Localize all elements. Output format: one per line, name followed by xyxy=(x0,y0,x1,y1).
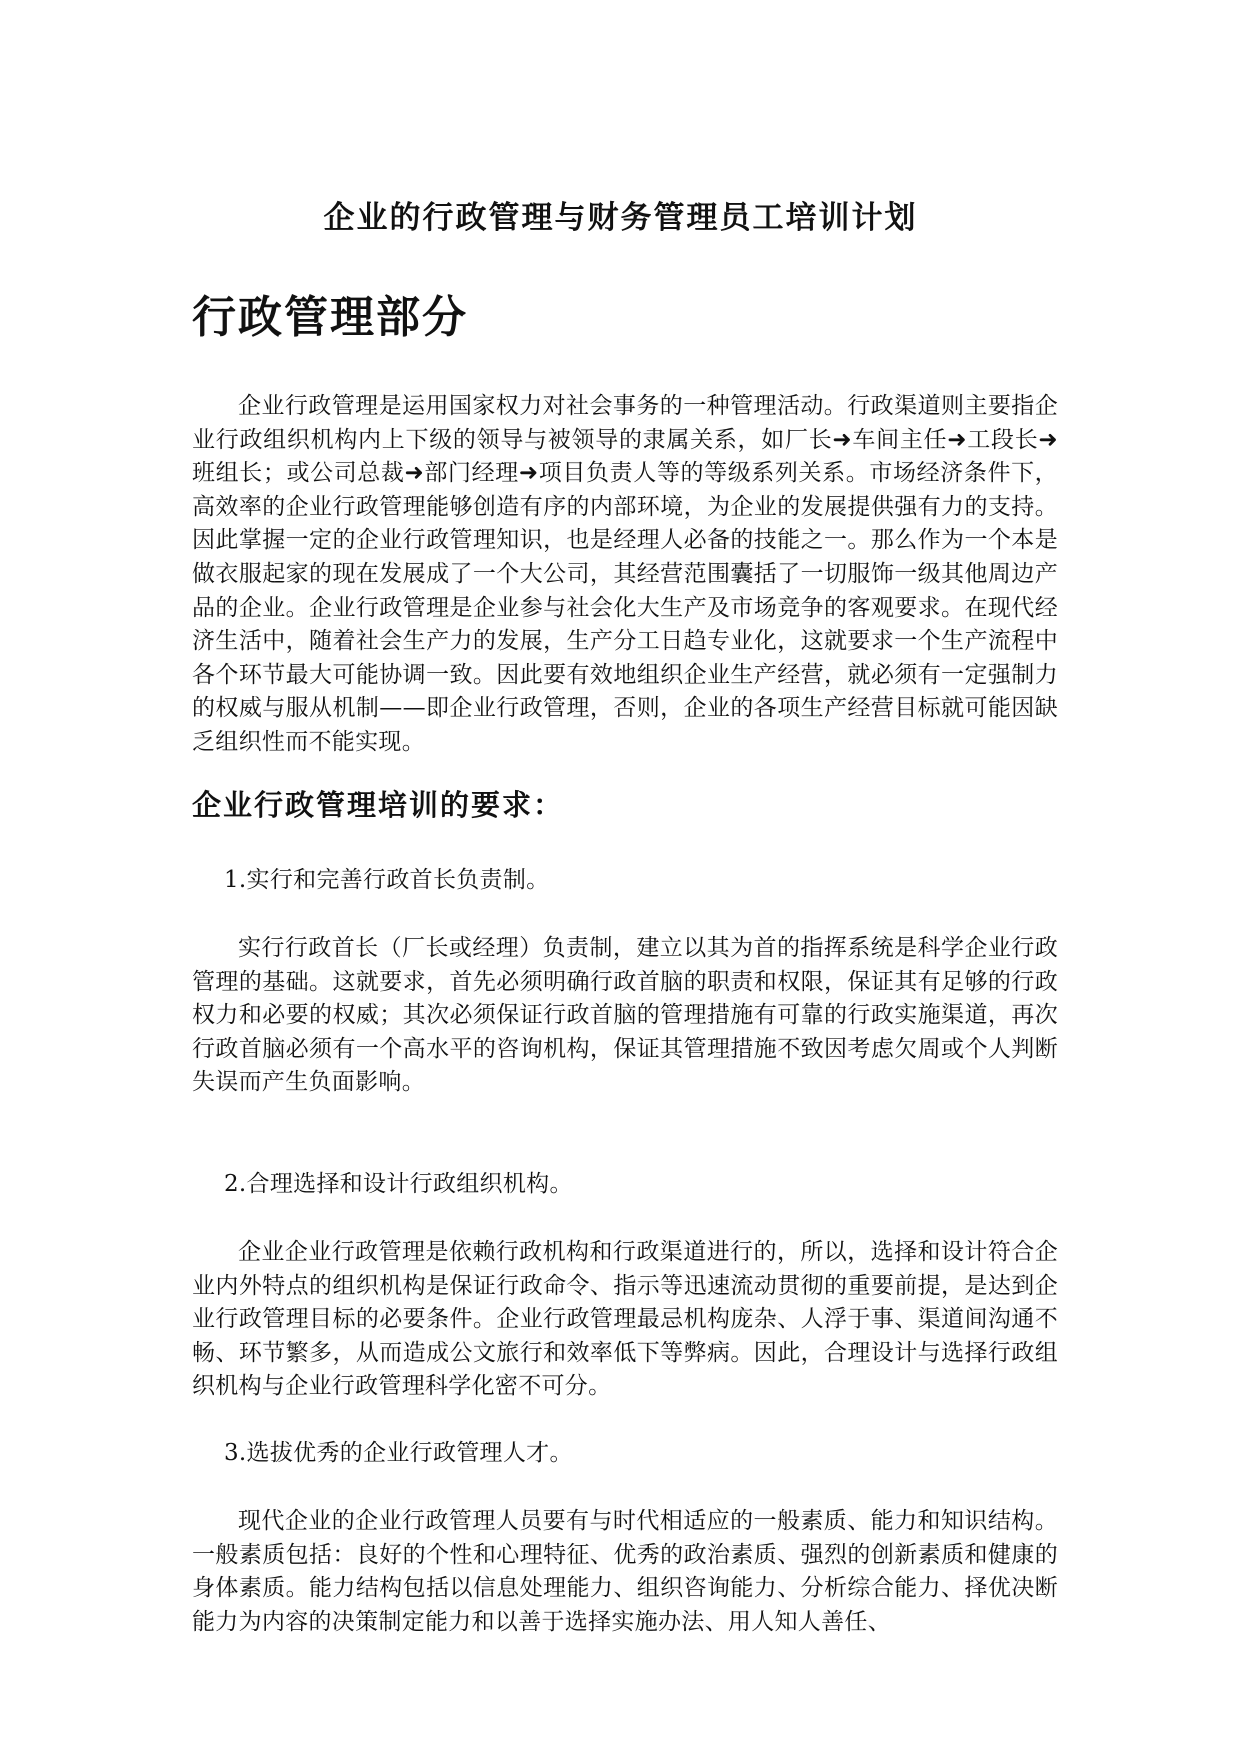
intro-paragraph: 企业行政管理是运用国家权力对社会事务的一种管理活动。行政渠道则主要指企业行政组织机构内上下级的领导与被领导的隶属关系，如厂长➜车间主任➜工段长➜班组长；或公司总裁➜部门经理➜项目负责人等的等级系列关系。市场经济条件下，高效率的企业行政管理能够创造有序的内部环境，为企业的发展提供强有力的支持。因此掌握一定的企业行政管理知识，也是经理人必备的技能之一。那么作为一个本是做衣服起家的现在发展成了一个大公司，其经营范围囊括了一切服饰一级其他周边产品的企业。企业行政管理是企业参与社会化大生产及市场竞争的客观要求。在现代经济生活中，随着社会生产力的发展，生产分工日趋专业化，这就要求一个生产流程中各个环节最大可能协调一致。因此要有效地组织企业生产经营，就必须有一定强制力的权威与服从机制——即企业行政管理，否则，企业的各项生产经营目标就可能因缺乏组织性而不能实现。 xyxy=(192,393,1058,755)
item3-paragraph: 现代企业的企业行政管理人员要有与时代相适应的一般素质、能力和知识结构。一般素质包括：良好的个性和心理特征、优秀的政治素质、强烈的创新素质和健康的身体素质。能力结构包括以信息处理能力、组织咨询能力、分析综合能力、择优决断能力为内容的决策制定能力和以善于选择实施办法、用人知人善任、 xyxy=(192,1508,1058,1635)
list-item-1: 1.实行和完善行政首长负责制。 xyxy=(224,867,550,893)
requirements-title: 企业行政管理培训的要求： xyxy=(192,788,565,822)
section-title: 行政管理部分 xyxy=(192,292,468,343)
item2-paragraph: 企业企业行政管理是依赖行政机构和行政渠道进行的，所以，选择和设计符合企业内外特点的组织机构是保证行政命令、指示等迅速流动贯彻的重要前提，是达到企业行政管理目标的必要条件。企业行政管理最忌机构庞杂、人浮于事、渠道间沟通不畅、环节繁多，从而造成公文旅行和效率低下等弊病。因此，合理设计与选择行政组织机构与企业行政管理科学化密不可分。 xyxy=(192,1239,1058,1400)
item1-paragraph: 实行行政首长（厂长或经理）负责制，建立以其为首的指挥系统是科学企业行政管理的基础。这就要求，首先必须明确行政首脑的职责和权限，保证其有足够的行政权力和必要的权威；其次必须保证行政首脑的管理措施有可靠的行政实施渠道，再次行政首脑必须有一个高水平的咨询机构，保证其管理措施不致因考虑欠周或个人判断失误而产生负面影响。 xyxy=(192,935,1058,1096)
list-item-2: 2.合理选择和设计行政组织机构。 xyxy=(224,1171,573,1197)
list-item-3: 3.选拔优秀的企业行政管理人才。 xyxy=(224,1440,573,1466)
document-title: 企业的行政管理与财务管理员工培训计划 xyxy=(323,200,918,236)
